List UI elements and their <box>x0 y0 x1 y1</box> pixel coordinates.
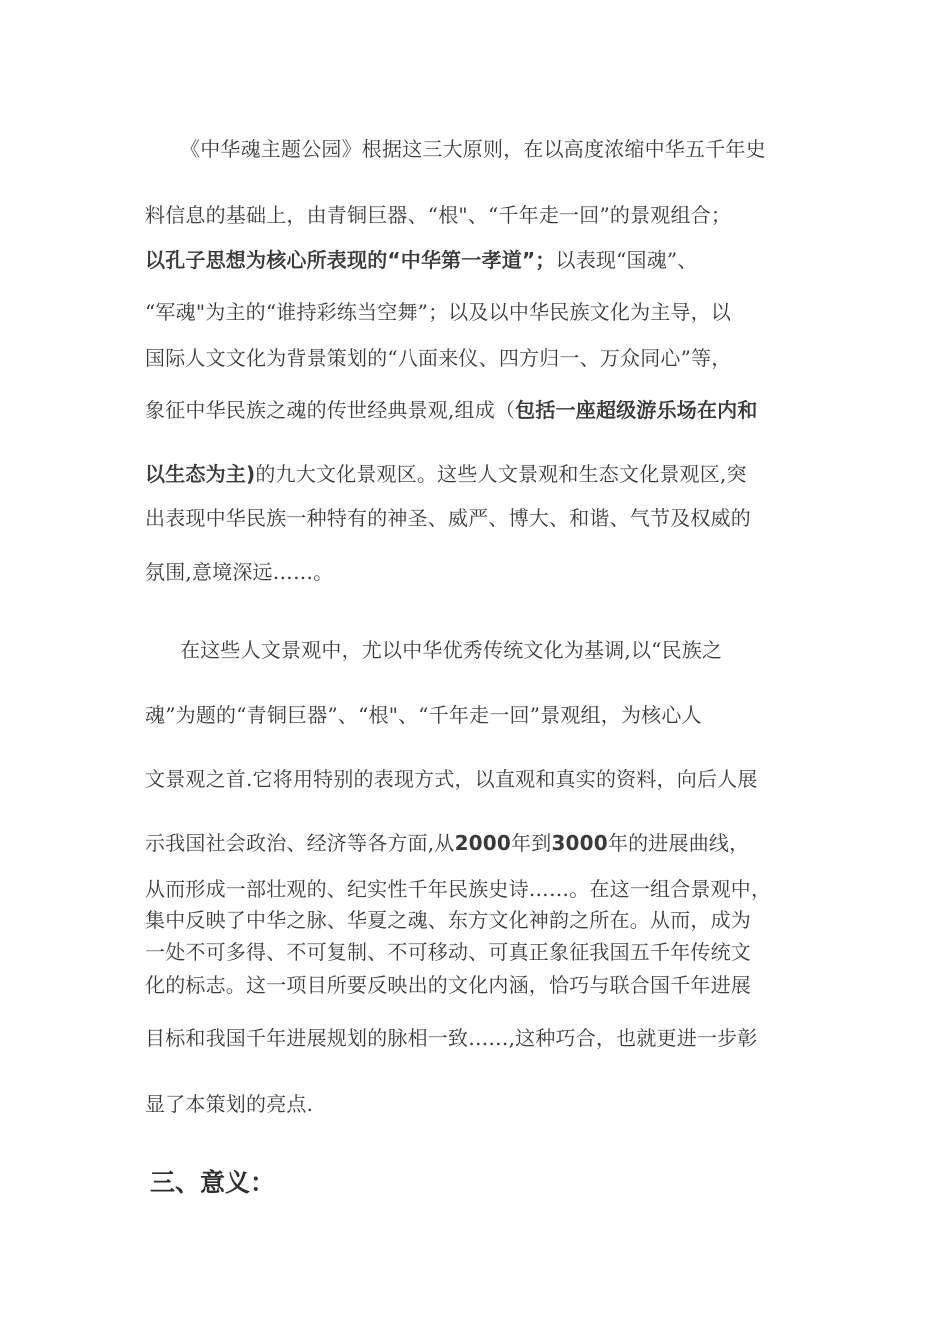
p1-line-6-bold: 包括一座超级游乐场在内和 <box>515 398 758 422</box>
p2-line-4 <box>145 831 749 855</box>
p2-line-6: 集中反映了中华之脉、华夏之魂、东方文化神韵之所在。从而，成为 <box>145 908 751 932</box>
p2-line-7: 一处不可多得、不可复制、不可移动、可真正象征我国五千年传统文 <box>145 940 751 964</box>
p1-line-7 <box>145 462 747 486</box>
p1-line-8: 出表现中华民族一种特有的神圣、威严、博大、和谐、气节及权威的 <box>145 506 751 530</box>
p1-line-9: 氛围,意境深远……。 <box>145 560 334 584</box>
p1-line-3-bold: 以孔子思想为核心所表现的“中华第一孝道”； <box>145 248 556 272</box>
p2-line-4-number-2000: 2000 <box>454 831 512 855</box>
section-heading: 三、意义： <box>150 1168 276 1197</box>
p2-line-1: 在这些人文景观中，尤以中华优秀传统文化为基调,以“民族之 <box>180 638 723 662</box>
p1-line-6 <box>145 398 758 422</box>
p1-line-2: 料信息的基础上，由青铜巨器、“根"、“千年走一回”的景观组合； <box>145 203 732 227</box>
p1-line-6-normal: 象征中华民族之魂的传世经典景观,组成（ <box>145 398 516 422</box>
p1-line-5: 国际人文文化为背景策划的“八面来仪、四方归一、万众同心”等， <box>145 346 732 370</box>
p2-line-4-c: 年的进展曲线， <box>607 831 750 855</box>
p1-line-3-rest: 以表现“国魂”、 <box>555 248 698 272</box>
p1-line-7-bold: 以生态为主) <box>145 462 256 486</box>
p2-line-9: 目标和我国千年进展规划的脉相一致……,这种巧合，也就更进一步彰 <box>145 1026 758 1050</box>
p2-line-2: 魂”为题的“青铜巨器”、“根"、“千年走一回”景观组，为核心人 <box>145 703 702 727</box>
p2-line-4-b: 年到 <box>511 831 552 855</box>
p2-line-4-a: 示我国社会政治、经济等各方面,从 <box>145 831 455 855</box>
p2-line-8: 化的标志。这一项目所要反映出的文化内涵，恰巧与联合国千年进展 <box>145 973 751 997</box>
p1-line-1: 《中华魂主题公园》根据这三大原则，在以高度浓缩中华五千年史 <box>180 137 766 161</box>
p1-line-7-rest: 的九大文化景观区。这些人文景观和生态文化景观区,突 <box>255 462 747 486</box>
p1-line-3 <box>145 248 698 272</box>
p1-line-4: “军魂"为主的“谁持彩练当空舞”；以及以中华民族文化为主导，以 <box>145 300 732 324</box>
p2-line-10: 显了本策划的亮点. <box>145 1092 314 1116</box>
p2-line-4-number-3000: 3000 <box>551 831 608 855</box>
p2-line-3: 文景观之首.它将用特别的表现方式，以直观和真实的资料，向后人展 <box>145 767 758 791</box>
p2-line-5: 从而形成一部壮观的、纪实性千年民族史诗……。在这一组合景观中， <box>145 877 772 901</box>
